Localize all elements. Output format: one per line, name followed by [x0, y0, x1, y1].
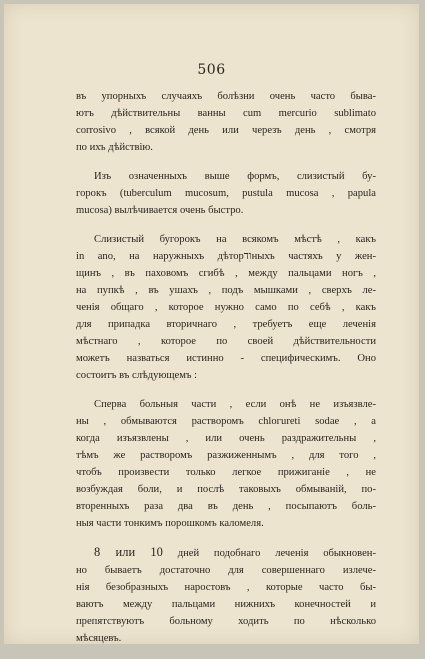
paragraph-2 [76, 168, 376, 219]
paragraph-1 [76, 88, 376, 156]
text-line: но бываетъ достаточно для совершеннаго излече- [76, 565, 376, 576]
text-line: чтобъ произвести только легкое прижиганіе , не [76, 467, 376, 478]
text-line: можетъ назваться истинно - специфическимъ. Оно [76, 353, 376, 364]
text-line: in ano, на наружныхъ дѣторודныхъ частяхъ у жен- [76, 251, 376, 262]
text-line: препятствуютъ больному ходить по нѣсколько [76, 616, 376, 627]
text-line: вторенныхъ раза два въ день , посыпаютъ боль- [76, 501, 376, 512]
number-lead: 8 или 10 [94, 545, 163, 559]
text-line: ны , обмываются растворомъ chloгureti sodae , а [76, 416, 376, 427]
text-line: когда изъязвлены , или очень раздражительны , [76, 433, 376, 444]
text-line: по ихъ дѣйствію. [76, 142, 153, 153]
text-line: нія безобразныхъ наростовъ , которые часто бы- [76, 582, 376, 593]
text-line: corrosivo , всякой день или черезъ день , смотря [76, 125, 376, 136]
text-line: для припадка вторичнаго , требуетъ еще леченія [76, 319, 376, 330]
paragraph-3 [76, 231, 376, 384]
text-line: на пупкѣ , въ ушахъ , подъ мышками , сверхъ ле- [76, 285, 376, 296]
text-line: щинъ , въ паховомъ сгибѣ , между пальцами ногъ , [76, 268, 376, 279]
page-number: 506 [197, 62, 226, 78]
text-line: ваютъ между пальцами нижнихъ конечностей и [76, 599, 376, 610]
text-line: тѣмъ же растворомъ разжиженнымъ , для того , [76, 450, 376, 461]
text-line: мѣстнаго , которое по своей дѣйствительности [76, 336, 376, 347]
paragraph-4 [76, 396, 376, 532]
text-line: Сперва больныя части , если онѣ не изъязвле- [94, 399, 376, 410]
text-fragment: дней подобнаго леченія обыкновен- [162, 548, 376, 559]
text-line: ченія общаго , которое нужно само по себѣ , какъ [76, 302, 376, 313]
text-line: въ упорныхъ случаяхъ болѣзни очень часто быва- [76, 91, 376, 102]
text-line: Изъ означенныхъ выше формъ, слизистый бу- [94, 171, 376, 182]
body-text [76, 88, 376, 659]
text-line: ютъ дѣйствительны ванны cum mercurio sublimato [76, 108, 376, 119]
text-line: ныя части тонкимъ порошкомъ каломеля. [76, 518, 264, 529]
text-line: состоитъ въ слѣдующемъ : [76, 370, 198, 381]
text-line: Слизистый бугорокъ на всякомъ мѣстѣ , какъ [94, 234, 376, 245]
text-line [76, 544, 376, 562]
book-page [4, 4, 419, 644]
text-line: возбуждая боли, и послѣ таковыхъ обмываній, по- [76, 484, 376, 495]
text-line: горокъ (tuberculum mucosum, pustula mucosa , papula [76, 188, 376, 199]
paragraph-5 [76, 544, 376, 647]
text-line: мѣсяцевъ. [76, 633, 122, 644]
text-line: mucosa) вылѣчивается очень быстро. [76, 205, 244, 216]
